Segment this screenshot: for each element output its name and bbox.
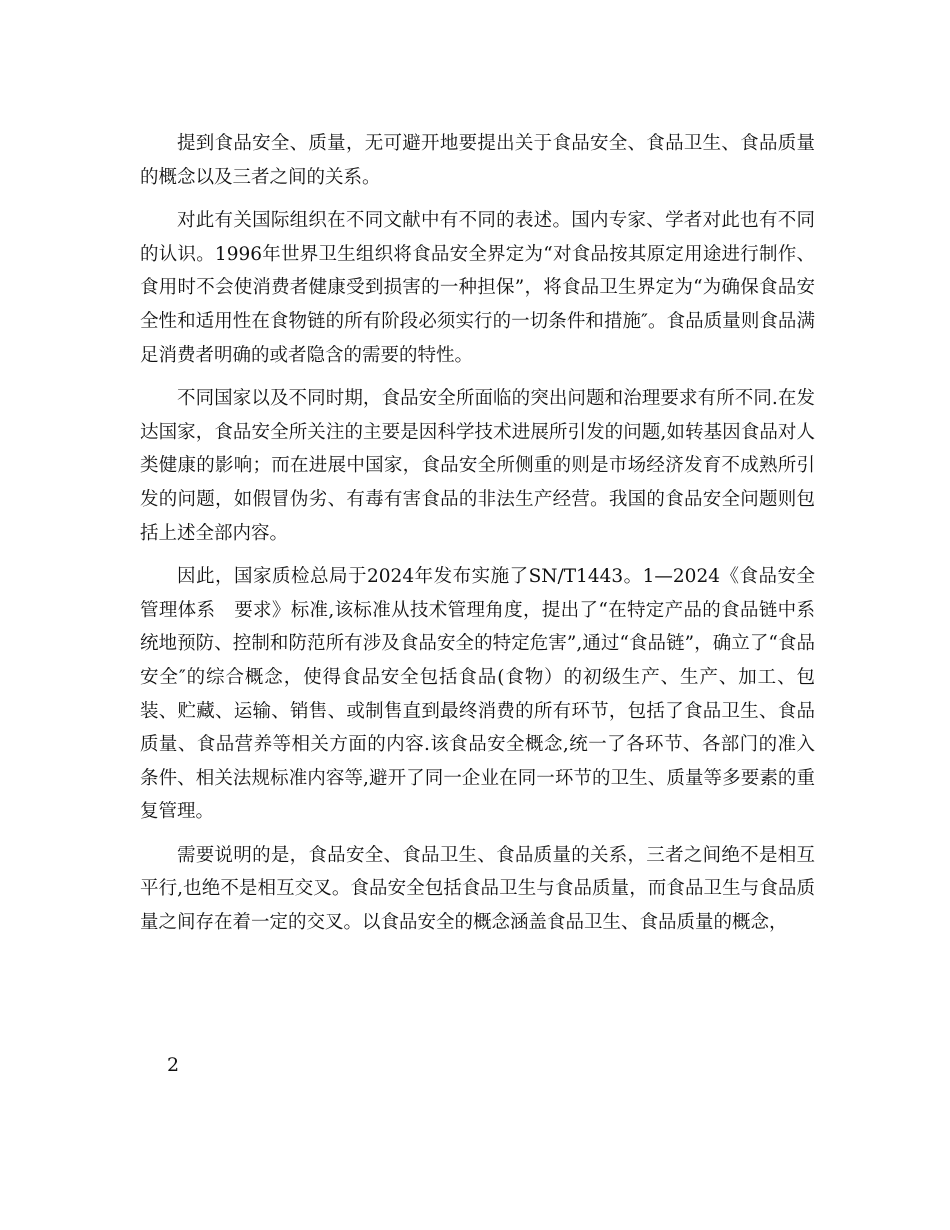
paragraph-1: 提到食品安全、质量，无可避开地要提出关于食品安全、食品卫生、食品质量的概念以及三者之间的关系。: [140, 133, 815, 188]
paragraph-4: 因此，国家质检总局于2024年发布实施了SN/T1443。1—2024《食品安全管理体系 要求》标准,该标准从技术管理角度，提出了“在特定产品的食品链中系统地预防、控制和防范所有涉及食品安全的特定危害”,通过“食品链”，确立了“食品安全″的综合概念，使得食品安全包括食品(食物）的初级生产、生产、加工、包装、贮藏、运输、销售、或制售直到最终消费的所有环节，包括了食品卫生、食品质量、食品营养等相关方面的内容.该食品安全概念,统一了各环节、各部门的准入条件、相关法规标准内容等,避开了同一企业在同一环节的卫生、质量等多要素的重复管理。: [140, 566, 815, 823]
paragraph-2: 对此有关国际组织在不同文献中有不同的表述。国内专家、学者对此也有不同的认识。1996年世界卫生组织将食品安全界定为“对食品按其原定用途进行制作、食用时不会使消费者健康受到损害的一种担保”，将食品卫生界定为“为确保食品安全性和适用性在食物链的所有阶段必须实行的一切条件和措施″。食品质量则食品满足消费者明确的或者隐含的需要的特性。: [140, 210, 815, 366]
paragraph-5: 需要说明的是，食品安全、食品卫生、食品质量的关系，三者之间绝不是相互平行,也绝不是相互交叉。食品安全包括食品卫生与食品质量，而食品卫生与食品质量之间存在着一定的交叉。以食品安全的概念涵盖食品卫生、食品质量的概念，: [140, 844, 815, 934]
body-text: [140, 127, 815, 950]
paragraph-3: 不同国家以及不同时期，食品安全所面临的突出问题和治理要求有所不同.在发达国家，食品安全所关注的主要是因科学技术进展所引发的问题,如转基因食品对人类健康的影响；而在进展中国家，食品安全所侧重的则是市场经济发育不成熟所引发的问题，如假冒伪劣、有毒有害食品的非法生产经营。我国的食品安全问题则包括上述全部内容。: [140, 388, 815, 544]
page-number: 2: [167, 1054, 180, 1076]
